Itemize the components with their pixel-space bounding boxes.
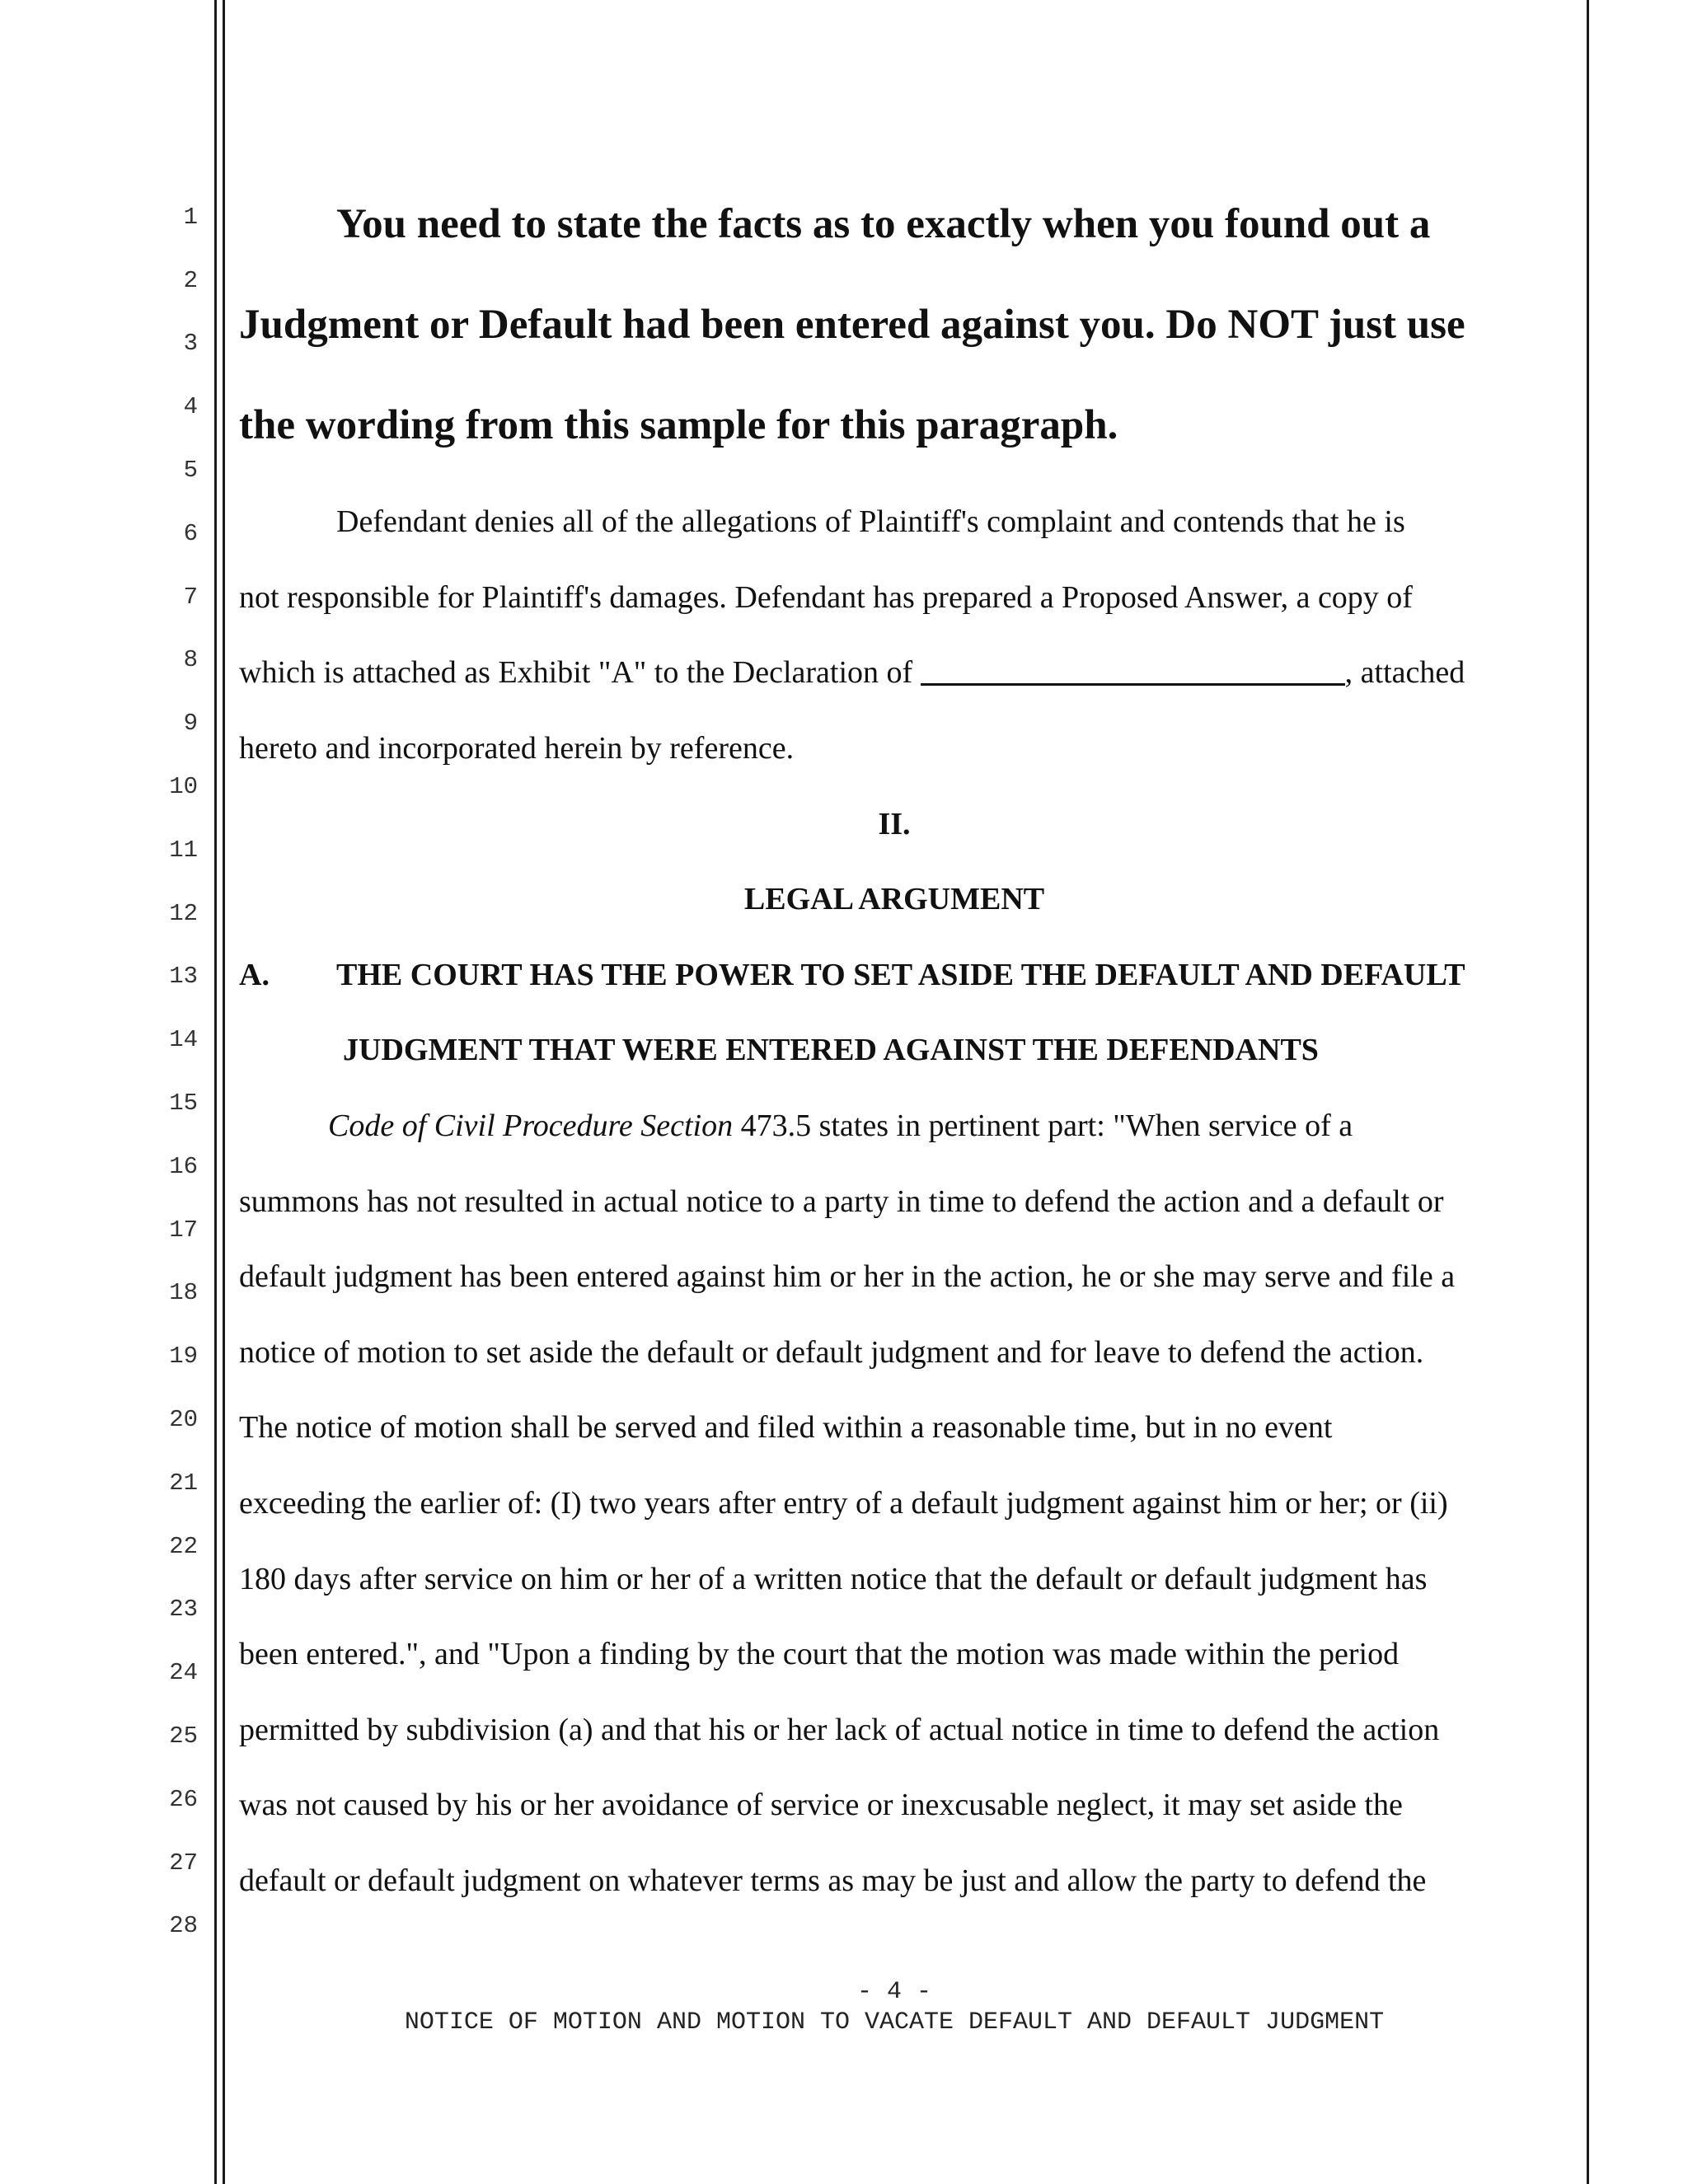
footer-title: NOTICE OF MOTION AND MOTION TO VACATE DEFAULT AND DEFAULT JUDGMENT: [404, 2008, 1385, 2036]
page-number: - 4 -: [856, 1978, 931, 2006]
line-number: 17: [169, 1216, 198, 1244]
line-number: 28: [169, 1912, 198, 1939]
line-number: 22: [169, 1533, 198, 1560]
paragraph-line: hereto and incorporated herein by reference.: [239, 731, 795, 766]
right-margin-rule: [1587, 0, 1589, 2184]
line-number: 14: [169, 1026, 198, 1053]
instruction-line: the wording from this sample for this paragraph.: [239, 402, 1118, 448]
line-number: 10: [169, 773, 198, 800]
paragraph-line: 180 days after service on him or her of a written notice that the default or default judgment has: [239, 1562, 1428, 1596]
paragraph-text: which is attached as Exhibit "A" to the Declaration of: [239, 655, 913, 690]
line-number: 23: [169, 1596, 198, 1623]
line-number: 15: [169, 1090, 198, 1117]
paragraph-line: not responsible for Plaintiff's damages. Defendant has prepared a Proposed Answer, a copy of: [239, 580, 1413, 615]
line-number: 12: [169, 900, 198, 927]
line-number: 3: [183, 330, 198, 357]
paragraph-text: 473.5 states in pertinent part: "When service of a: [733, 1108, 1353, 1143]
paragraph-line: permitted by subdivision (a) and that his or her lack of actual notice in time to defend the action: [239, 1713, 1440, 1747]
paragraph-line: Defendant denies all of the allegations of Plaintiff's complaint and contends that he is: [336, 504, 1405, 539]
line-number: 24: [169, 1659, 198, 1686]
line-number: 21: [169, 1469, 198, 1497]
line-number: 27: [169, 1849, 198, 1877]
section-number: II.: [878, 807, 911, 841]
line-number: 6: [183, 520, 198, 547]
subsection-title: THE COURT HAS THE POWER TO SET ASIDE THE DEFAULT AND DEFAULT: [336, 958, 1465, 992]
line-number: 25: [169, 1722, 198, 1750]
line-number: 20: [169, 1406, 198, 1433]
paragraph-line: exceeding the earlier of: (I) two years after entry of a default judgment against him or her; or (ii): [239, 1486, 1448, 1521]
line-number: 4: [183, 393, 198, 420]
line-number: 11: [169, 837, 198, 864]
line-number: 1: [183, 204, 198, 231]
subsection-letter: A.: [239, 958, 270, 992]
paragraph-line: been entered.", and "Upon a finding by the court that the motion was made within the period: [239, 1637, 1400, 1671]
line-number: 16: [169, 1153, 198, 1180]
line-number: 5: [183, 457, 198, 484]
paragraph-line: was not caused by his or her avoidance of service or inexcusable neglect, it may set aside the: [239, 1788, 1403, 1822]
declarant-name-blank: [921, 681, 1345, 686]
left-margin-rule-outer: [214, 0, 217, 2184]
line-number: 26: [169, 1786, 198, 1813]
line-number: 9: [183, 710, 198, 737]
paragraph-line: summons has not resulted in actual notice to a party in time to defend the action and a default or: [239, 1184, 1444, 1219]
line-number: 18: [169, 1279, 198, 1306]
statute-citation: Code of Civil Procedure Section: [328, 1108, 734, 1143]
instruction-line: You need to state the facts as to exactly when you found out a: [336, 201, 1431, 247]
paragraph-line: default judgment has been entered against him or her in the action, he or she may serve and file a: [239, 1259, 1456, 1294]
paragraph-line: [328, 1107, 1353, 1145]
paragraph-line: The notice of motion shall be served and filed within a reasonable time, but in no event: [239, 1410, 1333, 1445]
paragraph-line: default or default judgment on whatever terms as may be just and allow the party to defend the: [239, 1863, 1427, 1898]
paragraph-text: , attached: [1344, 655, 1465, 690]
paragraph-line: notice of motion to set aside the default or default judgment and for leave to defend the action.: [239, 1335, 1424, 1370]
subsection-title-continued: JUDGMENT THAT WERE ENTERED AGAINST THE DEFENDANTS: [343, 1033, 1319, 1067]
line-number: 19: [169, 1343, 198, 1370]
instruction-line: Judgment or Default had been entered against you. Do NOT just use: [239, 302, 1465, 348]
line-number: 2: [183, 267, 198, 294]
subsection-heading: [239, 956, 1465, 994]
section-title: LEGAL ARGUMENT: [743, 882, 1045, 916]
line-number: 8: [183, 646, 198, 673]
left-margin-rule-inner: [223, 0, 225, 2184]
line-number: 13: [169, 963, 198, 990]
line-number: 7: [183, 583, 198, 611]
paragraph-line: [239, 654, 1465, 691]
